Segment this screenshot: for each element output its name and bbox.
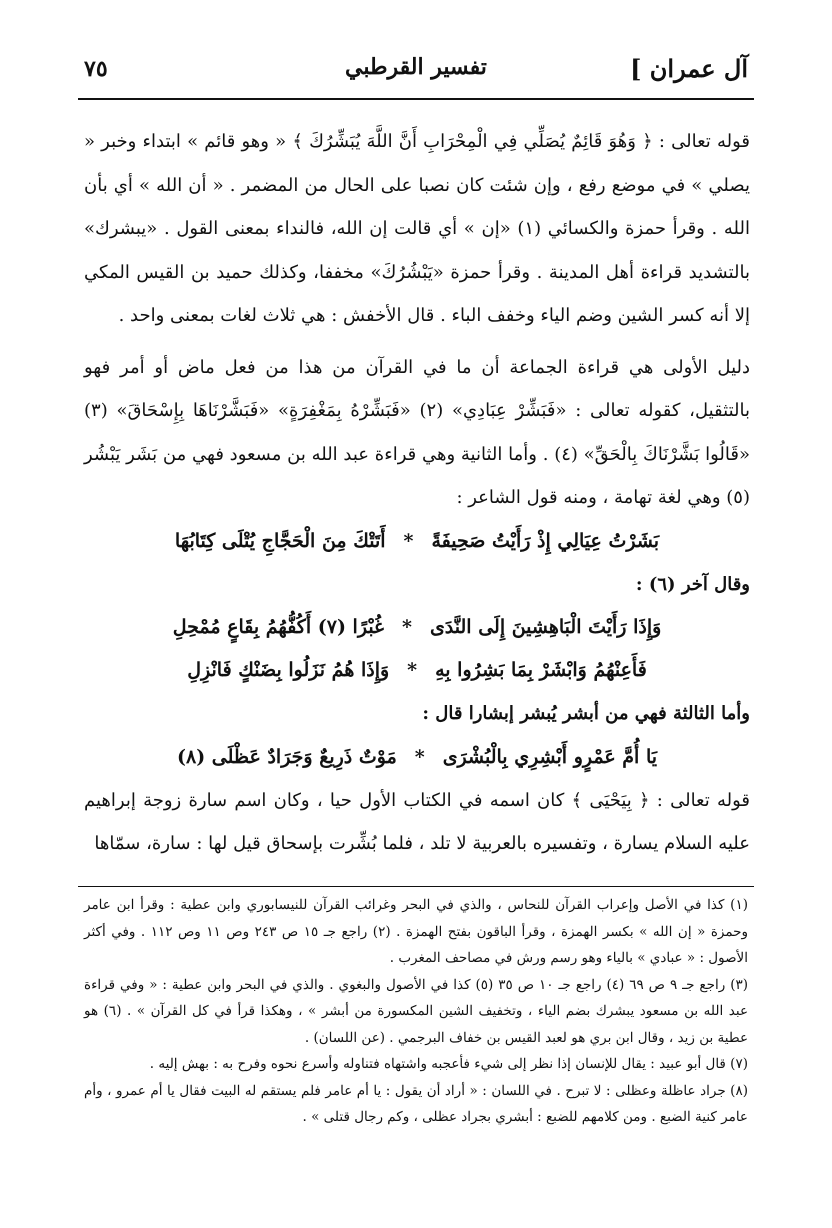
verse-intro: وأما الثالثة فهي من أبشر يُبشر إبشارا قال : <box>422 703 750 724</box>
verse-intro: وقال آخر (٦) : <box>635 573 750 595</box>
footnote: (١) كذا في الأصل وإعراب القرآن للنحاس ، والذي في البحر وغرائب القرآن للنيسابوري وابن عطية : وقرأ ابن عامر وحمزة « إن الله » بكسر الهمزة ، وقرأ الباقون بفتح الهمزة . (٢) راجع جـ ١٥ ص ٢٤٣ وص ١١ وص ١١٢ . وفي أكثر الأصول : « عبادي » بالياء وهو رسم ورش في مصاحف المغرب . <box>84 897 749 966</box>
main-text <box>84 120 750 866</box>
verse-second-hemistich: غُبْرًا (٧) أَكُفُّهُمُ بِقَاعٍ مُمْحِلِ <box>172 616 384 638</box>
verse-separator: * <box>402 616 412 638</box>
paragraph: دليل الأولى هي قراءة الجماعة أن ما في القرآن من هذا من فعل ماض أو أمر فهو بالتثقيل، كقوله تعالى : «فَبَشِّرْ عِبَادِي» (٢) «فَبَشِّرْهُ بِمَغْفِرَةٍ» «فَبَشَّرْنَاهَا بِإِسْحَاقَ» (٣) «قَالُوا بَشَّرْنَاكَ بِالْحَقِّ» (٤) . وأما الثانية وهي قراءة عبد الله بن مسعود فهي من بَشَر يَبْشُر (٥) وهي لغة تهامة ، ومنه قول الشاعر : <box>84 356 750 508</box>
verse-second-hemistich: مَوْتٌ ذَرِيعٌ وَجَرَادٌ عَظْلَى (٨) <box>176 745 397 768</box>
poem-verse <box>84 606 750 649</box>
verse-second-hemistich: وَإِذَا هُمُ نَزَلُوا بِضَنْكٍ فَانْزِلِ <box>187 659 390 681</box>
verse-separator: * <box>407 659 418 681</box>
verse-first-hemistich: يَا أُمَّ عَمْرٍو أَبْشِرِي بِالْبُشْرَى <box>442 745 658 768</box>
verse-second-hemistich: أَتَتْكَ مِنَ الْحَجَّاجِ يُتْلَى كِتَابُهَا <box>174 529 386 552</box>
poem-verse <box>84 736 750 779</box>
page-number: ٧٥ <box>84 56 108 82</box>
verse-first-hemistich: بَشَرْتُ عِيَالِي إِذْ رَأَيْتُ صَحِيفَةً <box>431 529 660 552</box>
verse-separator: * <box>414 745 425 768</box>
verse-first-hemistich: وَإِذَا رَأَيْتَ الْبَاهِشِينَ إِلَى النَّدَى <box>429 616 662 638</box>
header-divider <box>78 98 754 100</box>
book-title: تفسير القرطبي <box>345 54 487 80</box>
poem-verse <box>84 649 750 692</box>
page-header <box>78 52 754 96</box>
surah-name: آل عمران ] <box>630 54 748 83</box>
footnote: (٣) راجع جـ ٩ ص ٦٩ (٤) راجع جـ ١٠ ص ٣٥ (٥) كذا في الأصول والبغوي . والذي في البحر وابن عطية : « وفي قراءة عبد الله بن مسعود يبشرك بضم الياء ، وتخفيف الشين المكسورة من أبشر » ، وهكذا قرأ في كل القرآن » . (٦) هو عطية بن زيد ، وقال ابن بري هو لعبد القيس بن خفاف البرجمي . (عن اللسان) . <box>84 976 749 1046</box>
verse-separator: * <box>403 529 414 552</box>
footnote: (٧) قال أبو عبيد : يقال للإنسان إذا نظر إلى شيء فأعجبه واشتهاه فتناوله وأسرع نحوه وفرح به : بهش إليه . <box>149 1056 748 1072</box>
footnote: (٨) جراد عاظلة وعظلى : لا تبرح . في اللسان : « أراد أن يقول : يا أم عامر فلم يستقم له البيت فقال يا أم عمرو ، وأم عامر كنية الضبع . ومن كلامهم للضبع : أبشري بجراد عظلى ، وكم رجال قتلى » . <box>84 1082 748 1125</box>
paragraph: قوله تعالى : ﴿ بِيَحْيَى ﴾ كان اسمه في الكتاب الأول حيا ، وكان اسم سارة زوجة إبراهيم عليه السلام يسارة ، وتفسيره بالعربية لا تلد ، فلما بُشِّرت بإسحاق قيل لها : سارة، سمّاها <box>84 789 751 854</box>
footnotes <box>84 892 748 1131</box>
verse-first-hemistich: فَأَعِنْهُمُ وَابْشَرْ بِمَا بَشِرُوا بِهِ <box>435 659 647 681</box>
poem-verse <box>84 520 750 563</box>
paragraph: قوله تعالى : ﴿ وَهُوَ قَائِمٌ يُصَلِّي فِي الْمِحْرَابِ أَنَّ اللَّهَ يُبَشِّرُكَ ﴾ « وهو قائم » ابتداء وخبر « يصلي » في موضع رفع ، وإن شئت كان نصبا على الحال من المضمر . « أن الله » أي بأن الله . وقرأ حمزة والكسائي (١) «إن » أي قالت إن الله، فالنداء بمعنى القول . «يبشرك» بالتشديد قراءة أهل المدينة . وقرأ حمزة «يَبْشُرُكَ» مخففا، وكذلك حميد بن القيس المكي إلا أنه كسر الشين وضم الياء وخفف الباء . قال الأخفش : هي ثلاث لغات بمعنى واحد . <box>84 131 751 326</box>
footnote-divider <box>78 886 754 887</box>
